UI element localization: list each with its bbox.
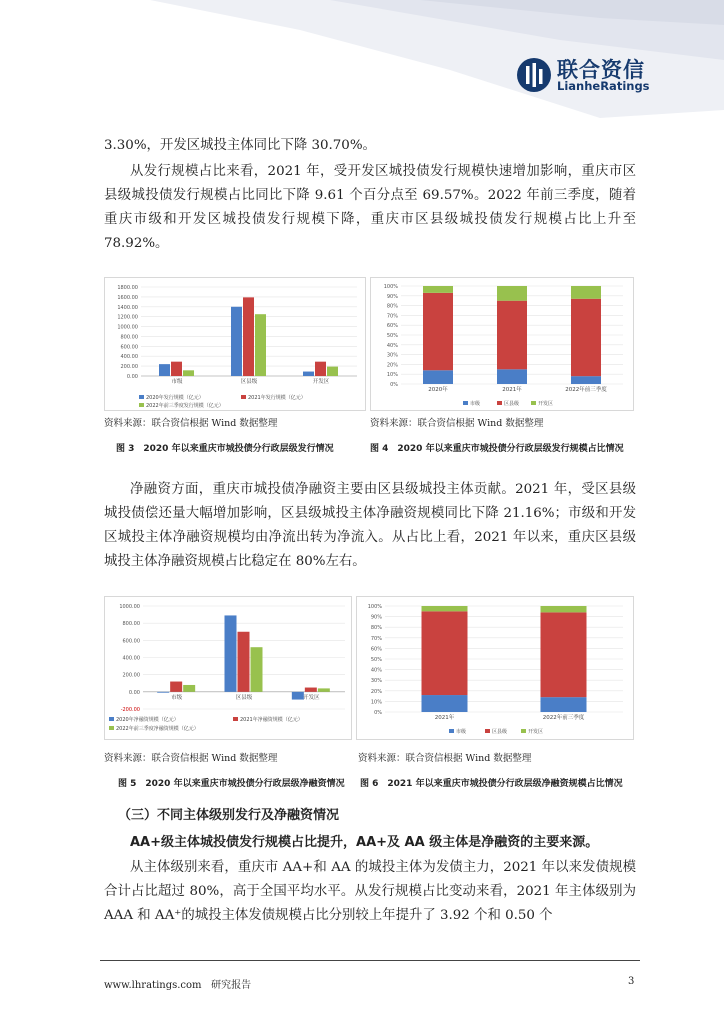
figure-5-caption: 图 5 2020 年以来重庆市城投债分行政层级净融资情况: [118, 779, 345, 789]
y-tick-label: 30%: [370, 678, 382, 685]
y-tick-label: -200.00: [120, 707, 140, 713]
stack-fig6-1-0: [541, 697, 587, 712]
footer-left: [104, 976, 251, 991]
stack-fig4-0-2: [423, 286, 453, 293]
bar-fig3-2-0: [303, 372, 314, 376]
stack-fig4-2-2: [571, 286, 601, 299]
stack-fig4-2-1: [571, 299, 601, 376]
stack-fig6-0-0: [422, 695, 468, 712]
legend-label: 2020年净融资规模（亿元）: [116, 717, 179, 723]
bar-fig3-0-2: [183, 370, 194, 376]
fig3-svg: [105, 278, 365, 410]
y-tick-label: 800.00: [122, 621, 140, 628]
legend-swatch: [449, 729, 454, 733]
figure-6-source: 资料来源：联合资信根据 Wind 数据整理: [358, 753, 532, 764]
paragraph-4: 从主体级别来看，重庆市 AA+和 AA 的城投主体为发债主力，2021 年以来发债规模合计占比超过 80%，高于全国平均水平。从发行规模占比变动来看，2021 年主体级别为 AAA 和 AA⁺的城投主体发债规模占比分别较上年提升了 3.92 个和 0.50 个: [104, 860, 636, 923]
logo-english-name: LianheRatings: [557, 79, 650, 93]
y-tick-label: 1000.00: [117, 324, 138, 331]
bar-fig5-2-0: [292, 692, 304, 700]
legend-label: 区县级: [504, 401, 520, 407]
bar-fig3-1-2: [255, 314, 266, 376]
y-tick-label: 80%: [370, 625, 382, 632]
y-tick-label: 50%: [370, 657, 382, 663]
bar-fig3-0-1: [171, 362, 182, 376]
y-tick-label: 600.00: [120, 344, 138, 351]
x-category-label: 开发区: [312, 379, 330, 385]
y-tick-label: 20%: [386, 362, 398, 369]
paragraph-2: 从发行规模占比来看，2021 年，受开发区城投债发行规模快速增加影响，重庆市区县级城投债发行规模占比同比下降 9.61 个百分点至 69.57%。2022 年前三季度，随着重庆市级和开发区城投债发行规模下降，重庆市区县级城投债发行规模占比上升至 78.92%。: [104, 164, 636, 251]
figure-5-source: 资料来源：联合资信根据 Wind 数据整理: [104, 753, 278, 764]
section-title: （三）不同主体级别发行及净融资情况: [118, 808, 340, 823]
figure-3-caption: 图 3 2020 年以来重庆市城投债分行政层级发行情况: [116, 444, 334, 454]
legend-label: 市级: [456, 729, 467, 735]
bar-fig3-1-0: [231, 307, 242, 376]
legend-swatch: [109, 726, 114, 730]
stack-fig4-0-1: [423, 293, 453, 370]
y-tick-label: 100%: [367, 604, 382, 610]
footer-divider: [100, 960, 640, 961]
y-tick-label: 100%: [383, 284, 398, 290]
figure-6-chart: [356, 596, 634, 740]
legend-label: 开发区: [528, 729, 544, 735]
y-tick-label: 10%: [370, 699, 382, 706]
legend-swatch: [139, 403, 144, 407]
paragraph-1: 3.30%，开发区城投主体同比下降 30.70%。: [104, 138, 376, 153]
x-category-label: 区县级: [240, 379, 258, 385]
bar-fig5-0-0: [157, 692, 169, 693]
y-tick-label: 60%: [386, 323, 398, 330]
y-tick-label: 80%: [386, 303, 398, 310]
legend-label: 2020年发行规模（亿元）: [146, 395, 204, 401]
y-tick-label: 40%: [370, 667, 382, 674]
bar-fig5-2-1: [305, 688, 317, 692]
x-category-label: 2021年: [434, 715, 455, 721]
bar-fig5-0-1: [170, 682, 182, 692]
y-tick-label: 30%: [386, 352, 398, 359]
x-category-label: 市级: [171, 379, 183, 385]
figure-4-source: 资料来源：联合资信根据 Wind 数据整理: [370, 418, 544, 429]
y-tick-label: 90%: [370, 614, 382, 621]
bar-fig3-0-0: [159, 364, 170, 376]
y-tick-label: 10%: [386, 372, 398, 379]
footer-website-link[interactable]: www.lhratings.com: [104, 980, 202, 991]
paragraph-3: 净融资方面，重庆市城投债净融资主要由区县级城投主体贡献。2021 年，受区县级城投债偿还量大幅增加影响，区县级城投主体净融资规模同比下降 21.16%；市级和开发区城投主体净融资规模均由净流出转为净流入。从占比上看，2021 年以来，重庆区县级城投主体净融资规模占比稳定在 80%左右。: [104, 482, 636, 569]
stack-fig6-1-2: [541, 606, 587, 612]
figure-3-source: 资料来源：联合资信根据 Wind 数据整理: [104, 418, 278, 429]
y-tick-label: 800.00: [120, 334, 138, 341]
stack-fig4-1-1: [497, 301, 527, 370]
y-tick-label: 70%: [370, 635, 382, 642]
y-tick-label: 400.00: [120, 354, 138, 361]
key-finding: AA+级主体城投债发行规模占比提升，AA+及 AA 级主体是净融资的主要来源。: [130, 835, 599, 850]
y-tick-label: 40%: [386, 342, 398, 349]
bar-fig3-2-2: [327, 367, 338, 376]
legend-swatch: [233, 717, 238, 721]
figure-4-caption: 图 4 2020 年以来重庆市城投债分行政层级发行规模占比情况: [370, 444, 624, 454]
bar-fig5-2-2: [318, 688, 330, 691]
y-tick-label: 1400.00: [117, 304, 138, 311]
y-tick-label: 60%: [370, 646, 382, 653]
legend-label: 2022年前三季度发行规模（亿元）: [146, 403, 224, 409]
x-category-label: 区县级: [235, 694, 253, 701]
stack-fig4-1-2: [497, 286, 527, 301]
legend-label: 区县级: [492, 729, 508, 735]
x-category-label: 开发区: [303, 694, 320, 701]
x-category-label: 市级: [171, 694, 183, 701]
page-number: 3: [628, 976, 635, 987]
company-logo: [516, 57, 650, 97]
y-tick-label: 600.00: [122, 638, 140, 645]
y-tick-label: 1200.00: [117, 314, 138, 321]
figure-3-chart: [104, 277, 366, 411]
legend-label: 2021年净融资规模（亿元）: [240, 717, 303, 723]
legend-label: 开发区: [538, 401, 554, 407]
figure-6-caption: 图 6 2021 年以来重庆市城投债分行政层级净融资规模占比情况: [360, 779, 623, 789]
bar-fig5-1-2: [251, 647, 263, 692]
legend-label: 2022年前三季度净融资规模（亿元）: [116, 726, 199, 732]
legend-label: 市级: [470, 401, 481, 407]
legend-swatch: [497, 401, 502, 405]
footer-report-label: 研究报告: [211, 980, 252, 991]
fig4-svg: [371, 278, 633, 410]
y-tick-label: 0%: [374, 710, 382, 716]
y-tick-label: 400.00: [122, 655, 140, 662]
y-tick-label: 1000.00: [119, 604, 140, 610]
logo-icon: [516, 57, 552, 93]
y-tick-label: 20%: [370, 688, 382, 695]
x-category-label: 2020年: [428, 387, 448, 393]
y-tick-label: 0.00: [128, 689, 140, 696]
y-tick-label: 50%: [386, 333, 398, 339]
fig5-svg: [105, 597, 351, 739]
legend-swatch: [241, 395, 246, 399]
x-category-label: 2022年前三季度: [565, 387, 607, 393]
bar-fig5-1-0: [225, 615, 237, 691]
y-tick-label: 90%: [386, 293, 398, 300]
y-tick-label: 0%: [390, 382, 398, 388]
x-category-label: 2021年: [502, 387, 522, 393]
fig6-svg: [357, 597, 633, 739]
logo-chinese-name: 联合资信: [557, 58, 645, 82]
legend-swatch: [109, 717, 114, 721]
figure-5-chart: [104, 596, 352, 740]
stack-fig4-2-0: [571, 376, 601, 384]
legend-swatch: [463, 401, 468, 405]
bar-fig3-2-1: [315, 362, 326, 376]
figure-4-chart: [370, 277, 634, 411]
stack-fig6-0-2: [422, 606, 468, 611]
y-tick-label: 0.00: [126, 374, 138, 380]
y-tick-label: 1800.00: [117, 285, 138, 291]
legend-swatch: [521, 729, 526, 733]
legend-swatch: [531, 401, 536, 405]
x-category-label: 2022年前三季度: [542, 715, 585, 721]
y-tick-label: 1600.00: [117, 294, 138, 301]
y-tick-label: 200.00: [120, 364, 138, 371]
stack-fig4-1-0: [497, 369, 527, 384]
stack-fig6-1-1: [541, 612, 587, 697]
legend-swatch: [139, 395, 144, 399]
bar-fig5-1-1: [238, 632, 250, 692]
y-tick-label: 200.00: [122, 672, 140, 679]
legend-label: 2021年发行规模（亿元）: [248, 395, 306, 401]
bar-fig5-0-2: [183, 685, 195, 692]
y-tick-label: 70%: [386, 313, 398, 320]
stack-fig6-0-1: [422, 611, 468, 695]
bar-fig3-1-1: [243, 297, 254, 376]
stack-fig4-0-0: [423, 370, 453, 384]
legend-swatch: [485, 729, 490, 733]
